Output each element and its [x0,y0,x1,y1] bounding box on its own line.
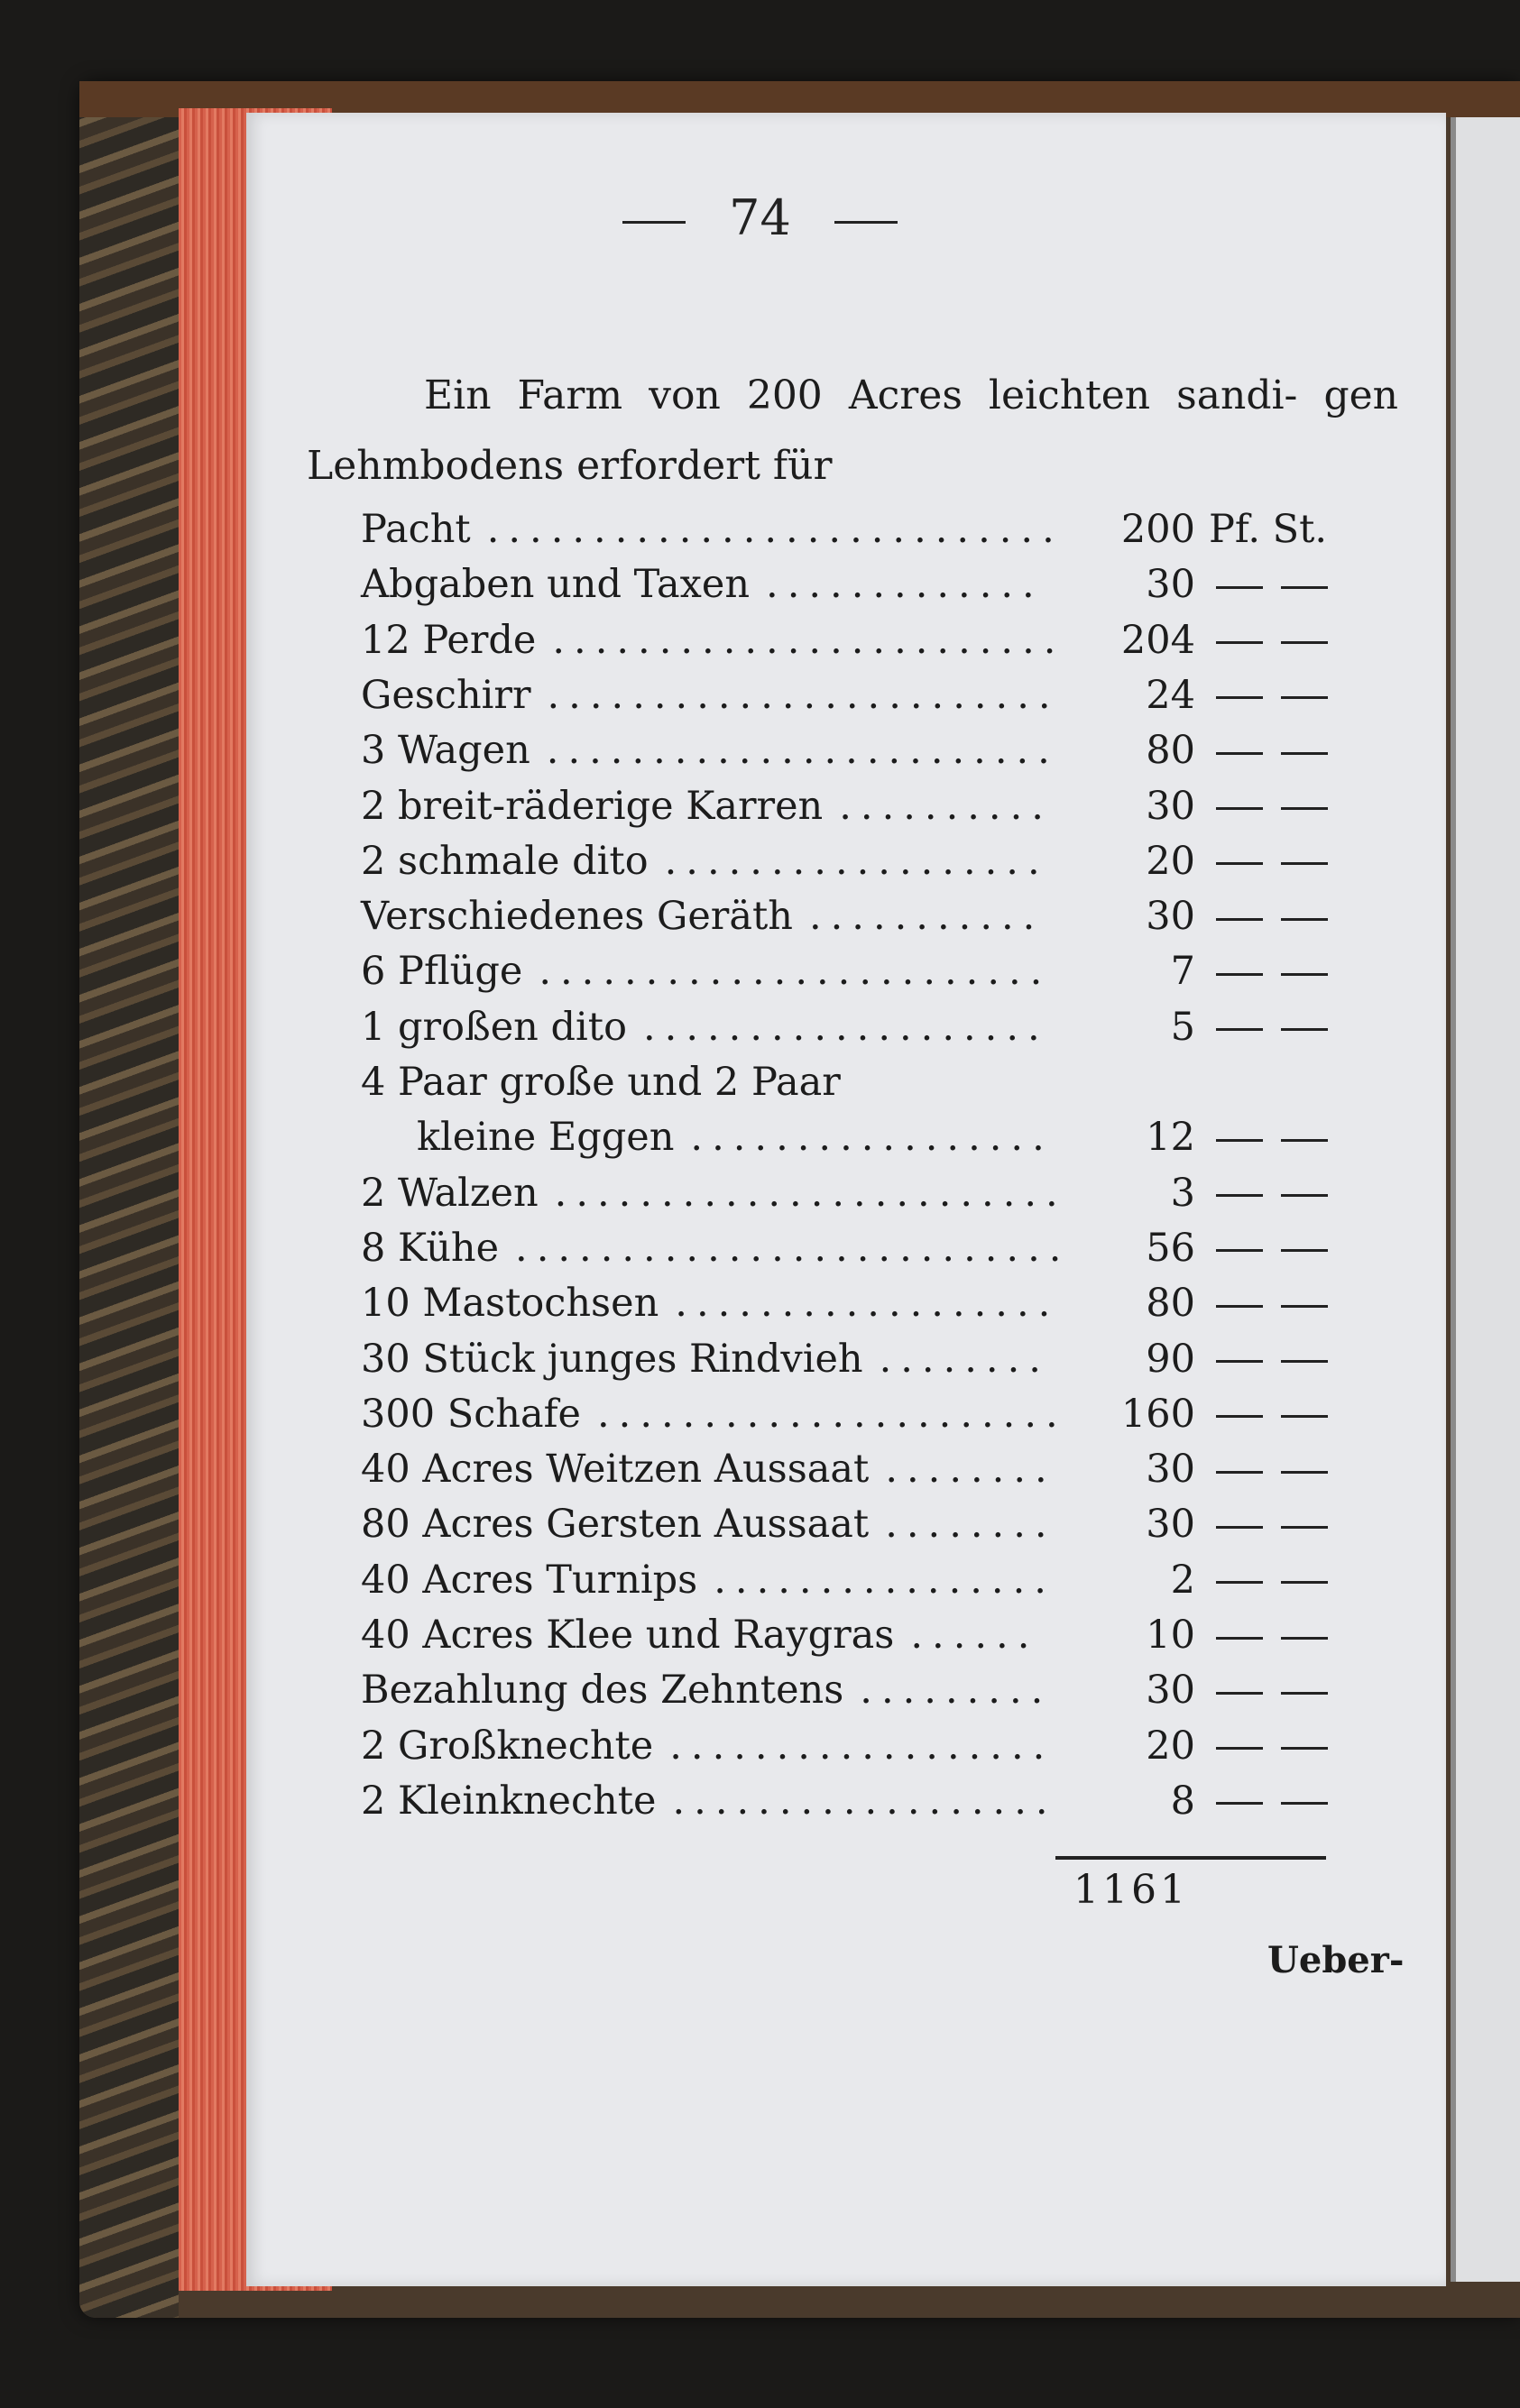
ditto-dashes [1216,1502,1346,1547]
expense-row [361,1558,1353,1612]
expense-row [361,949,1353,1003]
expense-row [361,1337,1353,1391]
page-number-text: 74 [729,189,791,246]
expense-row [361,618,1353,672]
ditto-dashes [1216,1115,1346,1160]
expense-label: 40 Acres Klee und Raygras [361,1613,895,1658]
expense-row [361,507,1353,561]
expense-amount: 2 [1170,1557,1195,1603]
expense-label: 1 großen dito [361,1004,627,1050]
expense-row [361,562,1353,616]
expense-label: 40 Acres Turnips [361,1557,698,1603]
expense-label: 2 breit-räderige Karren [361,783,824,829]
expense-label: 2 Großknechte [361,1723,654,1769]
expense-amount: 20 [1146,1723,1195,1769]
catchword: Ueber- [1267,1939,1405,1981]
expense-label: 2 Kleinknechte [361,1778,657,1824]
leader-dots: ........................ [539,949,1052,995]
expense-label: 10 Mastochsen [361,1281,659,1327]
leader-dots: .................. [675,1281,1060,1327]
expense-amount: 90 [1146,1336,1195,1382]
expense-label: 2 Walzen [361,1170,539,1216]
expense-amount: 3 [1170,1170,1195,1216]
page-number-dash-left [622,221,686,224]
expense-label: 80 Acres Gersten Aussaat [361,1502,870,1548]
ditto-dashes [1216,949,1346,994]
ditto-dashes [1216,728,1346,773]
currency-unit: Pf. St. [1209,507,1328,552]
ditto-dashes [1216,1723,1346,1769]
expense-row [361,1392,1353,1446]
ditto-dashes [1216,1226,1346,1271]
ditto-dashes [1216,894,1346,939]
expense-label: 6 Pflüge [361,949,523,995]
expense-amount: 56 [1146,1225,1195,1271]
expense-amount: 30 [1146,562,1195,608]
leader-dots: ........ [879,1336,1050,1382]
ditto-dashes [1216,1281,1346,1326]
expense-row [361,1447,1353,1501]
expense-label: 8 Kühe [361,1225,500,1271]
expense-amount: 20 [1146,838,1195,884]
leader-dots: .......... [839,783,1053,829]
ditto-dashes [1216,562,1346,607]
leader-dots: .................. [672,1778,1057,1824]
marbled-cover [79,81,179,2318]
leader-dots: ........... [808,894,1045,940]
page-number [0,189,1520,246]
leader-dots: ........................... [486,507,1064,552]
expense-amount: 24 [1146,672,1195,718]
leader-dots: .................. [664,838,1049,884]
expense-label: 4 Paar große und 2 Paar [361,1060,841,1105]
expense-row [361,1281,1353,1335]
expense-label: Pacht [361,507,471,552]
expense-amount: 30 [1146,894,1195,940]
leader-dots: ............. [766,562,1044,608]
ditto-dashes [1216,1171,1346,1216]
leader-dots: ................ [714,1557,1055,1603]
page-number-dash-right [834,221,898,224]
ditto-dashes [1216,1558,1346,1603]
expense-label: 30 Stück junges Rindvieh [361,1336,863,1382]
expense-amount: 10 [1146,1613,1195,1658]
sum-rule [1055,1856,1326,1860]
expense-amount: 30 [1146,1502,1195,1548]
expense-row [361,784,1353,838]
ditto-dashes [1216,673,1346,718]
expense-row [361,1060,1353,1114]
ditto-dashes [1216,1447,1346,1492]
leader-dots: .......................... [515,1225,1071,1271]
expense-row [361,1115,1353,1169]
leader-dots: ................... [642,1004,1049,1050]
expense-amount: 30 [1146,783,1195,829]
leader-dots: ...... [910,1613,1039,1658]
ditto-dashes [1216,839,1346,884]
leader-dots: ........ [885,1502,1056,1548]
expense-row [361,1171,1353,1225]
expense-amount: 204 [1120,617,1195,663]
expense-row [361,673,1353,727]
expense-amount: 7 [1170,949,1195,995]
ditto-dashes [1216,1392,1346,1437]
expense-label: 2 schmale dito [361,838,649,884]
expense-label: Geschirr [361,672,531,718]
expense-amount: 160 [1120,1391,1195,1437]
expense-label: kleine Eggen [417,1115,675,1161]
ditto-dashes [1216,1337,1346,1382]
expense-row [361,1778,1353,1833]
expense-row [361,1226,1353,1280]
expense-amount: 5 [1170,1004,1195,1050]
ditto-dashes [1216,1668,1346,1713]
expense-label: Bezahlung des Zehntens [361,1668,844,1714]
expense-amount: 200 [1120,507,1195,552]
expense-row [361,728,1353,782]
expense-amount: 80 [1146,1281,1195,1327]
expense-row [361,839,1353,893]
ditto-dashes [1216,1613,1346,1658]
leader-dots: .................. [669,1723,1055,1769]
expense-row [361,1723,1353,1778]
total-amount: 1161 [1073,1867,1189,1913]
expense-row [361,894,1353,948]
expense-label: Verschiedenes Geräth [361,894,793,940]
expense-row [361,1613,1353,1667]
intro-paragraph: Ein Farm von 200 Acres leichten sandi- gen Lehmbodens erfordert für [307,372,1398,489]
expense-label: 12 Perde [361,617,537,663]
leader-dots: ........................ [547,672,1060,718]
expense-amount: 80 [1146,728,1195,774]
leader-dots: ........................ [554,1170,1067,1216]
leader-dots: ................. [690,1115,1054,1161]
ditto-dashes [1216,618,1346,663]
ditto-dashes [1216,1778,1346,1824]
ditto-dashes [1216,784,1346,829]
facing-page [1451,117,1520,2282]
expense-amount: 8 [1170,1778,1195,1824]
expense-row [361,1668,1353,1722]
expense-label: Abgaben und Taxen [361,562,751,608]
leader-dots: ........ [885,1447,1056,1493]
leader-dots: ........................ [546,728,1059,774]
expense-row [361,1005,1353,1059]
leader-dots: ........................ [552,617,1065,663]
expense-amount: 30 [1146,1447,1195,1493]
expense-amount: 12 [1146,1115,1195,1161]
expense-label: 300 Schafe [361,1391,581,1437]
ditto-dashes [1216,1005,1346,1050]
leader-dots: ...................... [596,1391,1067,1437]
expense-row [361,1502,1353,1556]
expense-label: 3 Wagen [361,728,530,774]
expense-label: 40 Acres Weitzen Aussaat [361,1447,870,1493]
leader-dots: ......... [860,1668,1053,1714]
expense-amount: 30 [1146,1668,1195,1714]
